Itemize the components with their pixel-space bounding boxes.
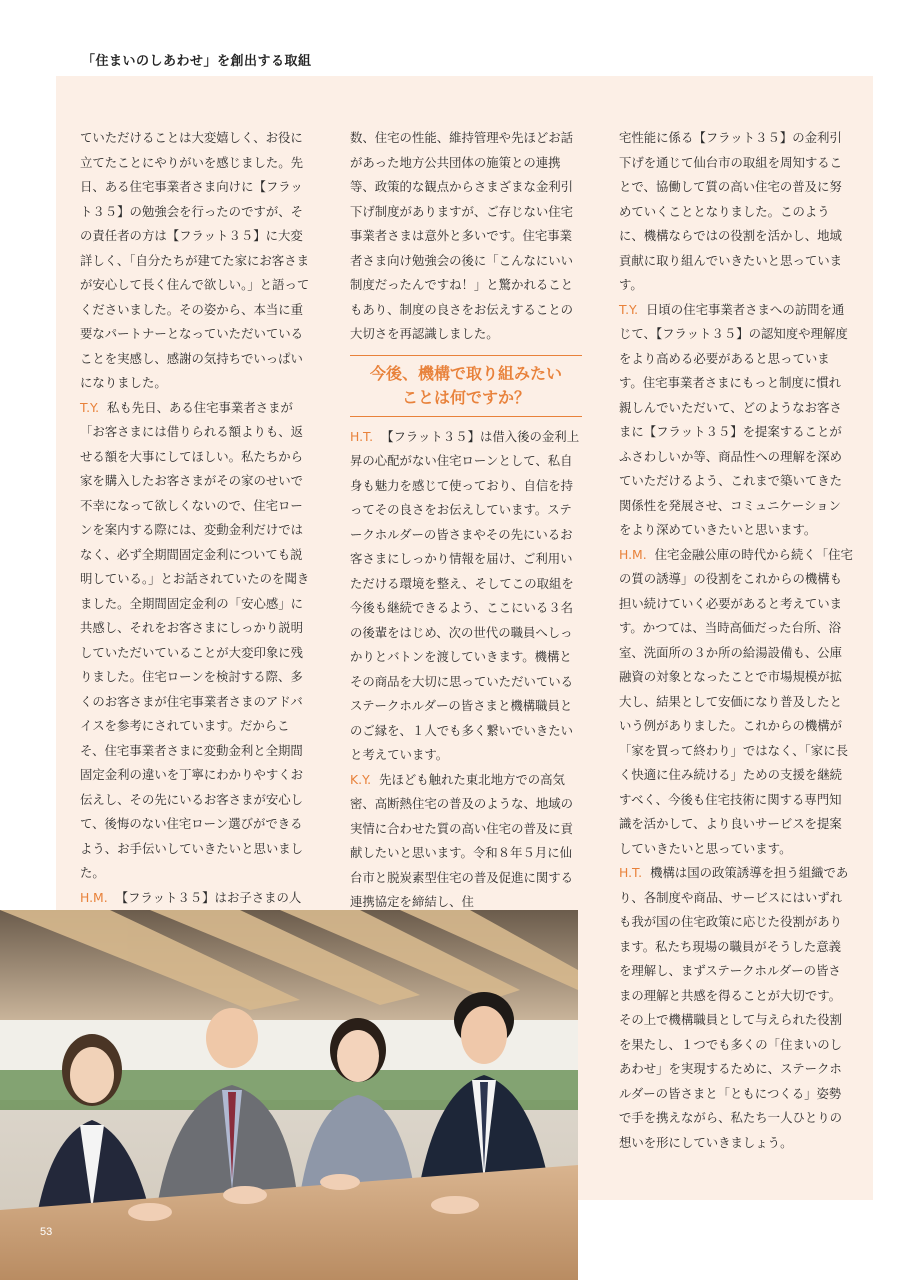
speaker-label: K.Y. bbox=[350, 771, 372, 787]
paragraph-text: 機構は国の政策誘導を担う組織であり、各制度や商品、サービスにはいずれも我が国の住宅政策に応じた役割があります。私たち現場の職員がそうした意義を理解し、まずステークホルダーの皆さまの理解と共感を得ることが大切です。その上で機構職員として与えられた役割を果たし、１つでも多くの「住まいのしあわせ」を実現するために、ステークホルダーの皆さまと「ともにつくる」姿勢で手を携えながら、私たち一人ひとりの想いを形にしていきましょう。 bbox=[619, 865, 849, 1150]
paragraph bbox=[619, 126, 853, 298]
paragraph bbox=[619, 543, 853, 862]
speaker-label: T.Y. bbox=[80, 399, 100, 415]
paragraph-text: 【フラット３５】はお子さまの人 bbox=[115, 889, 302, 905]
group-photo bbox=[0, 910, 578, 1280]
paragraph-text: 【フラット３５】は借入後の金利上昇の心配がない住宅ローンとして、私自身も魅力を感じて使っており、自信を持ってその良さをお伝えしています。ステークホルダーの皆さまやその先にいるお客さまにしっかり情報を届け、ご利用いただける環境を整え、そしてこの取組を今後も継続できるよう、ここにいる３名の後輩をはじめ、次の世代の職員へしっかりとバトンを渡していきます。機構とその商品を大切に思っていただいているステークホルダーの皆さまと機構職員とのご縁を、１人でも多く繋いでいきたいと考えています。 bbox=[350, 428, 580, 762]
question-line-1: 今後、機構で取り組みたい bbox=[369, 363, 562, 383]
paragraph-text: 宅性能に係る【フラット３５】の金利引下げを通じて仙台市の取組を周知することで、協働して質の高い住宅の普及に努めていくこととなりました。このように、機構ならではの役割を活かし、地域貢献に取り組んでいきたいと思っています。 bbox=[619, 130, 843, 292]
paragraph bbox=[619, 861, 853, 1155]
speaker-label: H.T. bbox=[619, 865, 643, 880]
paragraph bbox=[80, 886, 312, 911]
paragraph bbox=[350, 126, 582, 347]
page-header: 「住まいのしあわせ」を創出する取組 bbox=[82, 54, 312, 69]
paragraph bbox=[619, 298, 853, 543]
column-2 bbox=[350, 126, 582, 915]
speaker-label: H.M. bbox=[619, 546, 647, 562]
paragraph bbox=[350, 425, 582, 768]
paragraph bbox=[80, 126, 312, 396]
question-heading bbox=[350, 355, 582, 417]
paragraph-text: 数、住宅の性能、維持管理や先ほどお話があった地方公共団体の施策との連携等、政策的な観点からさまざまな金利引下げ制度がありますが、ご存じない住宅事業者さまは意外と多いです。住宅事業者さま向け勉強会の後に「こんなにいい制度だったんですね！」と驚かれることもあり、制度の良さをお伝えすることの大切さを再認識しました。 bbox=[350, 130, 574, 341]
speaker-label: H.T. bbox=[350, 428, 374, 444]
paragraph-text: ていただけることは大変嬉しく、お役に立てたことにやりがいを感じました。先日、ある住宅事業者さま向けに【フラット３５】の勉強会を行ったのですが、その責任者の方は【フラット３５】に大変詳しく、「自分たちが建てた家にお客さまが安心して長く住んで欲しい。」と語ってくださいました。その姿から、本当に重要なパートナーとなっていただいていることを実感し、感謝の気持ちでいっぱいになりました。 bbox=[80, 130, 310, 390]
page-number: 53 bbox=[40, 1226, 53, 1238]
paragraph bbox=[80, 396, 312, 886]
question-line-2: ことは何ですか？ bbox=[401, 387, 530, 407]
paragraph-text: 先ほども触れた東北地方での高気密、高断熱住宅の普及のような、地域の実情に合わせた質の高い住宅の普及に貢献したいと思います。令和８年５月に仙台市と脱炭素型住宅の普及促進に関する連携協定を締結し、住 bbox=[350, 771, 574, 909]
column-1 bbox=[80, 126, 312, 910]
paragraph bbox=[350, 768, 582, 915]
speaker-label: H.M. bbox=[80, 889, 108, 905]
column-3 bbox=[619, 126, 853, 1155]
paragraph-text: 住宅金融公庫の時代から続く「住宅の質の誘導」の役割をこれからの機構も担い続けていく必要があると考えています。かつては、当時高価だった台所、浴室、洗面所の３か所の給湯設備も、公庫融資の対象となったことで市場規模が拡大し、結果として安価になり普及したという例がありました。これからの機構が「家を買って終わり」ではなく、「家に長く快適に住み続ける」ための支援を継続すべく、今後も住宅技術に関する専門知識を活かして、より良いサービスを提案していきたいと思っています。 bbox=[619, 546, 853, 856]
paragraph-text: 私も先日、ある住宅事業者さまが「お客さまには借りられる額よりも、返せる額を大事にしてほしい。私たちから家を購入したお客さまがその家のせいで不幸になって欲しくないので、住宅ローンを案内する際には、変動金利だけではなく、必ず全期間固定金利についても説明している。」とお話されていたのを聞きました。全期間固定金利の「安心感」に共感し、それをお客さまにしっかり説明していただいていることが大変印象に残りました。住宅ローンを検討する際、多くのお客さまが住宅事業者さまのアドバイスを参考にされています。だからこそ、住宅事業者さまに変動金利と全期間固定金利の違いを丁寧にわかりやすくお伝えし、その先にいるお客さまが安心して、後悔のない住宅ローン選びができるよう、お手伝いしていきたいと思いました。 bbox=[80, 399, 310, 880]
speaker-label: T.Y. bbox=[619, 301, 639, 317]
paragraph-text: 日頃の住宅事業者さまへの訪問を通じて、【フラット３５】の認知度や理解度をより高める必要があると思っています。住宅事業者さまにもっと制度に慣れ親しんでいただいて、どのようなお客さまに【フラット３５】を提案することがふさわしいか等、商品性への理解を深めていただけるよう、これまで築いてきた関係性を発展させ、コミュニケーションをより深めていきたいと思います。 bbox=[619, 301, 848, 537]
